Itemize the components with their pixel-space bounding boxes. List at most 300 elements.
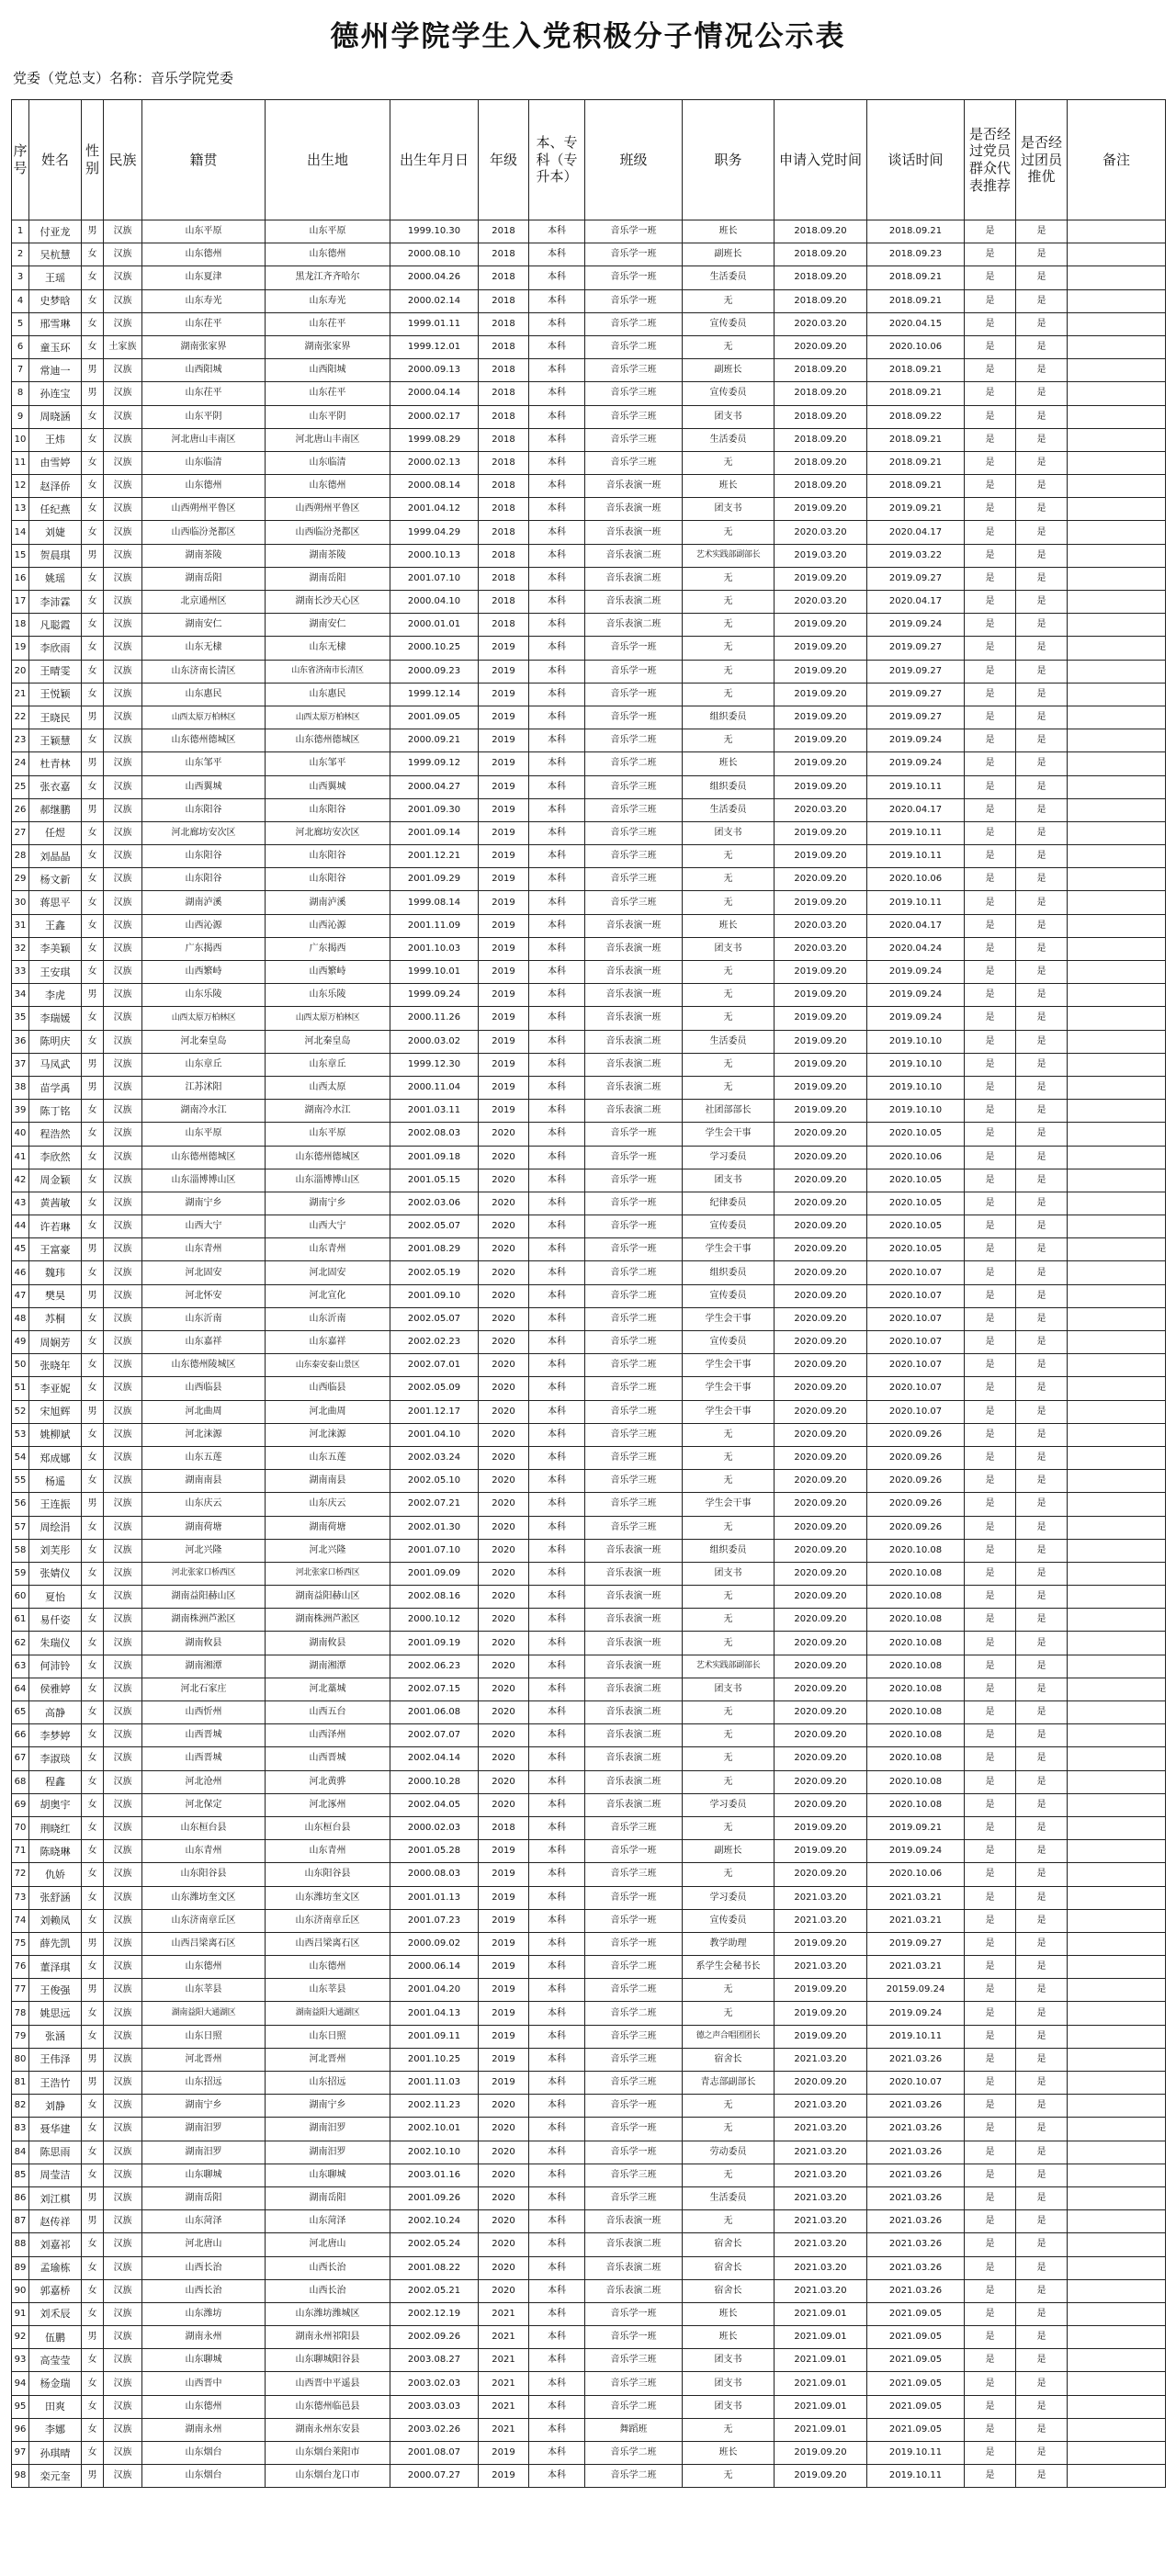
table-cell: 女 [82,1678,104,1700]
table-cell: 汉族 [104,729,142,752]
table-cell: 无 [683,891,775,914]
table-cell: 2018 [479,405,529,428]
table-cell: 本科 [529,359,585,382]
table-cell: 山东五莲 [266,1446,390,1469]
table-cell: 团支书 [683,1562,775,1585]
column-header: 谈话时间 [867,100,965,220]
table-cell: 团支书 [683,2349,775,2372]
table-cell: 2001.07.10 [390,567,479,590]
table-cell: 本科 [529,2002,585,2025]
table-cell: 汉族 [104,1655,142,1678]
table-cell: 2018 [479,544,529,567]
table-cell: 是 [965,475,1016,498]
table-cell: 2020.09.20 [775,1724,867,1747]
table-cell: 湖南安仁 [266,614,390,637]
table-cell: 汉族 [104,2072,142,2095]
table-cell: 山西翼城 [266,775,390,798]
table-cell: 2020.09.20 [775,1516,867,1539]
table-cell: 湖南茶陵 [142,544,266,567]
table-cell: 宿舍长 [683,2233,775,2256]
table-cell: 山东平原 [266,1123,390,1146]
table-cell: 是 [1016,544,1068,567]
table-cell: 2002.12.19 [390,2302,479,2325]
table-cell: 男 [82,752,104,775]
table-cell: 是 [965,567,1016,590]
table-cell: 山西晋中 [142,2372,266,2395]
table-cell: 团支书 [683,937,775,960]
table-cell: 本科 [529,2395,585,2418]
table-cell: 音乐表演二班 [585,544,683,567]
table-cell: 山东莘县 [266,1979,390,2002]
table-row [12,289,1166,312]
table-cell: 女 [82,1863,104,1886]
table-cell: 女 [82,1632,104,1655]
table-cell: 汉族 [104,914,142,937]
table-cell: 2019 [479,729,529,752]
table-cell: 2020 [479,1238,529,1261]
table-cell: 2020.09.26 [867,1470,965,1493]
table-cell: 音乐学二班 [585,1956,683,1979]
table-cell: 45 [12,1238,29,1261]
table-cell: 李欣雨 [29,637,82,660]
table-cell: 本科 [529,2326,585,2349]
table-cell: 宣传委员 [683,1909,775,1932]
table-cell: 山东菏泽 [266,2210,390,2233]
table-cell: 2019.09.20 [775,1840,867,1863]
table-cell: 山东德州 [266,243,390,266]
table-row [12,914,1166,937]
table-cell: 2020 [479,1215,529,1238]
table-cell [1068,1100,1166,1123]
table-cell: 山东潍坊奎文区 [266,1886,390,1909]
table-cell: 无 [683,1979,775,2002]
table-cell: 音乐学三班 [585,1470,683,1493]
table-cell: 2020.10.05 [867,1238,965,1261]
table-cell: 本科 [529,1400,585,1423]
table-cell: 山东潍坊潍城区 [266,2302,390,2325]
table-cell: 湖南岳阳 [142,2186,266,2209]
table-cell: 2020 [479,1747,529,1770]
table-cell: 汉族 [104,1377,142,1400]
table-row [12,1562,1166,1585]
table-cell: 汉族 [104,475,142,498]
table-cell: 2000.10.28 [390,1770,479,1793]
table-cell: 刘禾辰 [29,2302,82,2325]
table-cell: 山西长治 [142,2279,266,2302]
table-cell: 男 [82,798,104,821]
table-cell: 山东德州德城区 [266,1146,390,1169]
table-cell: 2020.10.06 [867,335,965,358]
table-cell: 2019.09.20 [775,961,867,984]
table-cell: 本科 [529,2349,585,2372]
table-cell: 学生会干事 [683,1354,775,1377]
table-cell: 音乐学一班 [585,1192,683,1215]
document-title: 德州学院学生入党积极分子情况公示表 [330,20,846,53]
table-cell: 王颖慧 [29,729,82,752]
table-cell: 2000.07.27 [390,2465,479,2488]
table-cell [1068,591,1166,614]
table-cell: 本科 [529,2095,585,2118]
table-cell: 女 [82,1331,104,1354]
table-cell: 无 [683,1816,775,1839]
table-row [12,1470,1166,1493]
table-cell: 河北怀安 [142,1284,266,1307]
table-cell: 2001.08.29 [390,1238,479,1261]
table-cell: 2001.09.11 [390,2025,479,2048]
table-cell: 山西沁源 [266,914,390,937]
table-cell [1068,335,1166,358]
table-cell [1068,1261,1166,1284]
table-cell: 是 [965,752,1016,775]
table-cell: 女 [82,2141,104,2164]
table-cell: 2020.09.20 [775,1701,867,1724]
table-cell: 是 [1016,1354,1068,1377]
table-cell: 2019.03.22 [867,544,965,567]
table-row [12,1007,1166,1030]
table-cell: 是 [965,1586,1016,1609]
table-cell: 无 [683,2418,775,2441]
table-cell: 2018.09.22 [867,405,965,428]
table-cell: 是 [965,521,1016,544]
table-cell: 2021.03.26 [867,2186,965,2209]
column-header: 籍贯 [142,100,266,220]
table-cell: 音乐表演二班 [585,1770,683,1793]
table-cell: 山东章丘 [142,1053,266,1076]
table-cell: 陈丁铭 [29,1100,82,1123]
table-cell: 男 [82,1400,104,1423]
table-cell: 2019.09.20 [775,2002,867,2025]
table-cell: 李淑琰 [29,1747,82,1770]
table-cell: 李美颖 [29,937,82,960]
table-cell: 1999.10.30 [390,220,479,243]
table-cell: 音乐表演一班 [585,1586,683,1609]
column-header: 备注 [1068,100,1166,220]
table-cell: 本科 [529,1586,585,1609]
table-cell: 音乐表演一班 [585,498,683,521]
table-cell: 王炜 [29,428,82,451]
table-cell: 音乐表演二班 [585,1030,683,1053]
table-cell: 是 [1016,1146,1068,1169]
table-row [12,729,1166,752]
table-cell: 山东莘县 [142,1979,266,2002]
table-cell: 2020 [479,1123,529,1146]
table-cell: 是 [1016,1331,1068,1354]
table-cell: 李沛霖 [29,591,82,614]
table-cell: 音乐学三班 [585,1446,683,1469]
table-cell: 男 [82,220,104,243]
table-cell: 男 [82,1053,104,1076]
table-cell: 68 [12,1770,29,1793]
table-cell: 是 [965,1470,1016,1493]
table-row [12,544,1166,567]
table-cell: 无 [683,2118,775,2141]
table-cell: 是 [965,1956,1016,1979]
table-cell: 2020.04.17 [867,521,965,544]
table-cell: 汉族 [104,2395,142,2418]
table-cell: 音乐学二班 [585,1284,683,1307]
table-cell: 2001.09.30 [390,798,479,821]
table-cell: 2018 [479,567,529,590]
table-cell: 山东临清 [142,451,266,474]
table-cell: 2002.03.24 [390,1446,479,1469]
table-cell: 音乐学一班 [585,2118,683,2141]
table-cell: 2021.09.05 [867,2326,965,2349]
table-cell: 是 [1016,2025,1068,2048]
table-cell: 湖南汨罗 [142,2141,266,2164]
table-cell [1068,2372,1166,2395]
table-cell: 是 [1016,428,1068,451]
table-cell: 56 [12,1493,29,1516]
table-cell: 2020.10.08 [867,1586,965,1609]
table-cell: 音乐学一班 [585,1840,683,1863]
table-cell: 无 [683,451,775,474]
table-row [12,706,1166,729]
table-cell: 河北藁城 [266,1678,390,1700]
table-cell: 2001.04.20 [390,1979,479,2002]
table-row [12,1539,1166,1562]
table-row [12,2256,1166,2279]
table-cell: 山东聊城 [266,2164,390,2186]
table-cell: 女 [82,2256,104,2279]
table-cell: 是 [965,289,1016,312]
table-cell: 2018.09.20 [775,266,867,289]
table-cell: 山东日照 [142,2025,266,2048]
table-cell: 是 [1016,1886,1068,1909]
table-cell: 2000.01.01 [390,614,479,637]
table-cell: 男 [82,706,104,729]
table-cell: 2019.09.24 [867,729,965,752]
table-cell: 无 [683,1423,775,1446]
table-cell: 山东茌平 [142,312,266,335]
table-cell: 音乐学二班 [585,729,683,752]
table-cell: 广东揭西 [266,937,390,960]
table-cell: 是 [1016,752,1068,775]
table-cell: 55 [12,1470,29,1493]
table-cell: 音乐学三班 [585,382,683,405]
table-cell: 是 [1016,1932,1068,1955]
table-cell: 是 [965,1446,1016,1469]
table-cell: 音乐学三班 [585,2186,683,2209]
table-cell: 女 [82,937,104,960]
table-cell: 音乐学一班 [585,660,683,683]
table-cell: 2021.03.26 [867,2256,965,2279]
table-cell: 2020.09.20 [775,1770,867,1793]
table-cell: 是 [965,1562,1016,1585]
table-cell: 2019.09.20 [775,2442,867,2465]
table-cell: 54 [12,1446,29,1469]
table-cell: 汉族 [104,1747,142,1770]
table-cell: 音乐学一班 [585,683,683,706]
table-cell: 黑龙江齐齐哈尔 [266,266,390,289]
table-cell: 音乐学二班 [585,2395,683,2418]
table-cell: 2018.09.21 [867,451,965,474]
table-row [12,937,1166,960]
table-cell: 音乐学二班 [585,1377,683,1400]
table-cell: 汉族 [104,937,142,960]
table-cell: 山东夏津 [142,266,266,289]
table-cell: 本科 [529,2418,585,2441]
table-cell [1068,984,1166,1007]
table-row [12,868,1166,891]
table-cell: 2002.03.06 [390,1192,479,1215]
table-cell: 刘静 [29,2095,82,2118]
table-cell: 2020 [479,1562,529,1585]
table-cell: 2019.09.20 [775,1932,867,1955]
table-cell: 是 [965,2442,1016,2465]
table-cell [1068,359,1166,382]
table-cell: 山东省济南市长清区 [266,660,390,683]
table-cell: 是 [1016,1470,1068,1493]
table-cell: 2018.09.20 [775,428,867,451]
table-cell: 音乐表演二班 [585,591,683,614]
table-cell: 汉族 [104,2095,142,2118]
party-committee-label: 党委（党总支）名称：音乐学院党委 [13,70,234,86]
table-cell [1068,2141,1166,2164]
table-cell: 女 [82,1100,104,1123]
table-cell: 2020 [479,1632,529,1655]
table-cell: 是 [965,1192,1016,1215]
table-cell: 汉族 [104,1261,142,1284]
table-cell: 山东沂南 [142,1307,266,1330]
table-cell: 是 [965,2279,1016,2302]
table-cell: 学生会干事 [683,1123,775,1146]
table-cell: 本科 [529,891,585,914]
table-cell: 2020 [479,1423,529,1446]
table-cell: 湖南湘潭 [266,1655,390,1678]
table-cell: 2000.02.17 [390,405,479,428]
table-cell: 2002.06.23 [390,1655,479,1678]
table-cell: 副班长 [683,1840,775,1863]
table-cell: 音乐学三班 [585,1816,683,1839]
table-cell: 音乐学二班 [585,1307,683,1330]
table-cell: 汉族 [104,2118,142,2141]
table-cell: 是 [965,1886,1016,1909]
table-cell: 2020.09.20 [775,1261,867,1284]
table-cell: 黄茜敏 [29,1192,82,1215]
table-cell: 2020.09.20 [775,1123,867,1146]
table-cell: 无 [683,2002,775,2025]
table-cell: 本科 [529,567,585,590]
table-cell: 音乐学二班 [585,1979,683,2002]
table-cell: 2020.10.08 [867,1724,965,1747]
table-cell [1068,868,1166,891]
table-cell: 1999.08.14 [390,891,479,914]
table-cell: 团支书 [683,1678,775,1700]
table-cell: 是 [1016,1007,1068,1030]
table-cell: 女 [82,1586,104,1609]
table-cell: 山东聊城 [142,2164,266,2186]
table-row [12,1863,1166,1886]
table-cell: 王连振 [29,1493,82,1516]
table-cell: 71 [12,1840,29,1863]
table-cell: 2021.03.26 [867,2210,965,2233]
table-cell: 女 [82,775,104,798]
table-cell: 2020.04.17 [867,591,965,614]
table-cell: 是 [965,1979,1016,2002]
table-cell: 是 [965,937,1016,960]
table-cell [1068,2072,1166,2095]
table-row [12,683,1166,706]
table-cell: 是 [965,1516,1016,1539]
table-cell: 汉族 [104,498,142,521]
table-cell: 湖南荷塘 [142,1516,266,1539]
table-cell [1068,220,1166,243]
table-cell: 是 [1016,2349,1068,2372]
table-row [12,2302,1166,2325]
table-cell: 河北唐山 [142,2233,266,2256]
table-cell: 84 [12,2141,29,2164]
table-cell: 女 [82,2025,104,2048]
table-cell: 2020.03.20 [775,521,867,544]
table-cell: 音乐学一班 [585,637,683,660]
table-cell [1068,1724,1166,1747]
table-cell: 音乐学一班 [585,1909,683,1932]
table-cell: 2018 [479,1816,529,1839]
table-cell: 2021.09.05 [867,2349,965,2372]
table-cell: 19 [12,637,29,660]
table-cell: 2019.09.27 [867,1932,965,1955]
table-cell: 2019 [479,961,529,984]
table-cell: 是 [965,2025,1016,2048]
table-cell: 女 [82,335,104,358]
table-cell: 是 [965,614,1016,637]
table-cell: 无 [683,1724,775,1747]
table-cell: 山东惠民 [266,683,390,706]
table-cell [1068,2233,1166,2256]
table-cell: 女 [82,591,104,614]
table-cell: 山东济南长清区 [142,660,266,683]
table-cell: 音乐学三班 [585,359,683,382]
table-cell: 2019 [479,2048,529,2071]
table-cell: 山东日照 [266,2025,390,2048]
table-cell: 是 [965,1331,1016,1354]
table-cell: 系学生会秘书长 [683,1956,775,1979]
table-cell: 山东平原 [142,1123,266,1146]
table-cell: 49 [12,1331,29,1354]
table-row [12,2164,1166,2186]
table-cell: 是 [1016,2279,1068,2302]
table-cell: 音乐表演二班 [585,1747,683,1770]
table-cell: 2000.10.13 [390,544,479,567]
table-cell: 2001.07.23 [390,1909,479,1932]
table-cell: 女 [82,312,104,335]
table-cell: 本科 [529,845,585,868]
table-cell: 2019 [479,775,529,798]
table-cell: 23 [12,729,29,752]
table-cell: 宿舍长 [683,2279,775,2302]
table-cell: 山西朔州平鲁区 [142,498,266,521]
table-cell: 2020.09.20 [775,868,867,891]
table-cell: 是 [965,984,1016,1007]
table-cell: 2020 [479,2256,529,2279]
table-cell [1068,1123,1166,1146]
table-cell: 2000.11.26 [390,1007,479,1030]
table-cell: 生活委员 [683,2186,775,2209]
table-row [12,1632,1166,1655]
table-cell: 山西长治 [266,2256,390,2279]
table-cell: 34 [12,984,29,1007]
table-cell: 2000.03.02 [390,1030,479,1053]
table-cell: 汉族 [104,405,142,428]
table-cell: 是 [965,1030,1016,1053]
table-cell: 32 [12,937,29,960]
table-cell: 2019.09.20 [775,729,867,752]
table-cell [1068,1377,1166,1400]
table-cell: 团支书 [683,2395,775,2418]
table-cell: 2020.09.20 [775,1307,867,1330]
table-cell: 汉族 [104,1909,142,1932]
table-cell: 男 [82,544,104,567]
